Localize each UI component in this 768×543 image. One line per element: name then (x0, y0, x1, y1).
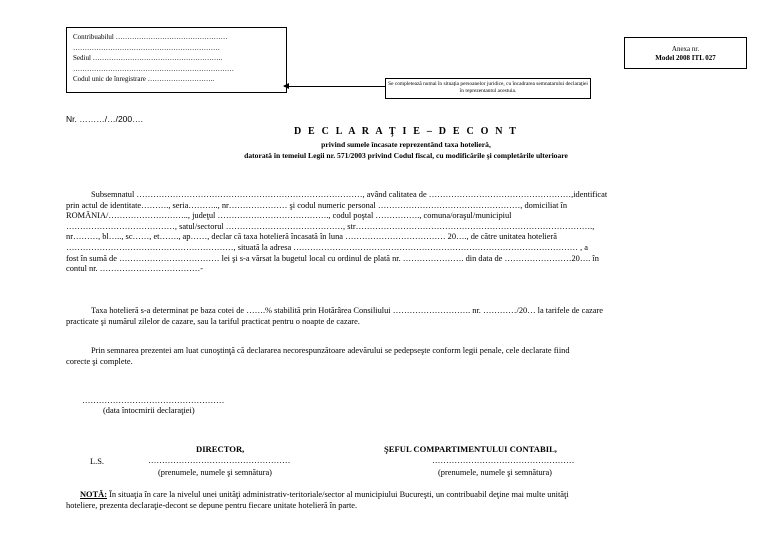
arrow-left-icon (283, 83, 289, 89)
director-signature-dots: …………………………………………… (148, 456, 291, 465)
para1-line-8: contul nr. ………………………………- (66, 264, 204, 274)
document-subtitle-2: datorată în temeiul Legii nr. 571/2003 privind Codul fiscal, cu modificările şi completările ulterioare (244, 151, 568, 160)
para1-line-6: ……………………………………………………, situată la adresa ………………………………………………………………………………………… , a (66, 242, 589, 252)
taxpayer-seat-line: Sediul ……………………………………………….. (73, 54, 223, 62)
taxpayer-name-line: Contribuabilul ………………………………………… (73, 33, 228, 41)
date-label: (data întocmirii declaraţiei) (103, 406, 195, 415)
side-note-box (385, 78, 591, 99)
chief-accountant-title: ŞEFUL COMPARTIMENTULUI CONTABIL, (384, 444, 557, 454)
para1-line-5: nr………, bl….., sc……, et……., ap……, declar că taxa hotelieră încasată în luna ……………………………… 20…., de către unitatea hotelieră (66, 232, 557, 242)
para1-line-3: ROMÂNIA/……………………….., judeţul …………………………………., codul poştal ……………., comuna/oraşul/municipiul (66, 211, 512, 221)
chief-signature-caption: (prenumele, numele şi semnătura) (438, 468, 552, 477)
legal-statement-paragraph (66, 346, 746, 367)
taxpayer-dots-line: ……………………………………………………… (73, 43, 220, 52)
para1-line-7: fost în sumă de ……………………………… lei şi s-a vărsat la bugetul local cu ordinul de plată nr. …………………. din data de ……………………20…. în (66, 253, 599, 263)
para2-line-1: Taxa hotelieră s-a determinat pe baza cotei de …….% stabilită prin Hotărârea Consiliului ………………………. nr. …………/20… la tarifele de cazare (91, 306, 603, 315)
annex-box (624, 37, 747, 69)
document-title: D E C L A R A Ţ I E – D E C O N T (293, 126, 519, 137)
ls-stamp-label: L.S. (90, 457, 104, 466)
footer-note (66, 490, 746, 511)
para1-line-2: prin actul de identitate………., seria……….., nr………………… şi codul numeric personal ……………………………………………, domiciliat în (66, 200, 568, 210)
annex-model: Model 2008 ITL 027 (655, 54, 716, 62)
declaration-paragraph (66, 190, 746, 275)
date-dots: …………………………………………… (82, 396, 225, 405)
director-title: DIRECTOR, (196, 444, 245, 454)
para2-line-2: practicate şi numărul zilelor de cazare, sau la tariful practicat pentru o noapte de cazare. (66, 316, 360, 326)
para3-line-2: corecte şi complete. (66, 356, 133, 366)
side-note-text: Se completează numai în situaţia persoanelor juridice, cu încadrarea semnatarului declaraţiei în reprezentantul acestuia. (388, 81, 588, 94)
para1-line-1: Subsemnatul ………………………………………………………………………, având calitatea de ……………………………………………,identificat (91, 190, 608, 199)
para3-line-1: Prin semnarea prezentei am luat cunoştinţă că declararea necorespunzătoare adevărului se pedepseşte conform legii penale, cele declarate fiind (91, 346, 570, 355)
para1-line-4: …………………………………, satul/sectorul ……………………………………, str…………………………………………………………………………., (66, 221, 595, 231)
taxpayer-dots-line-2: …………………………………………………………… (73, 64, 234, 73)
director-signature-caption: (prenumele, numele şi semnătura) (158, 468, 272, 477)
note-label: NOTĂ: (80, 490, 107, 499)
arrow-line (284, 86, 385, 87)
taxpayer-info-box (66, 27, 287, 93)
chief-signature-dots: …………………………………………… (432, 456, 575, 465)
annex-number: Anexa nr. (671, 45, 700, 53)
document-subtitle-1: privind sumele încasate reprezentând taxa hotelieră, (321, 140, 491, 149)
taxpayer-cui-line: Codul unic de înregistrare ……………………….. (73, 75, 215, 83)
document-number: Nr. ………/…/200…. (66, 114, 143, 124)
tax-rate-paragraph (66, 306, 746, 327)
note-line-1: În situaţia în care la nivelul unei unităţi administrativ-teritoriale/sector al municipiului Bucureşti, un contribuabil deţine mai multe unităţi (107, 490, 569, 499)
note-line-2: hoteliere, prezenta declaraţie-decont se depune pentru fiecare unitate hotelieră în parte. (66, 500, 358, 510)
